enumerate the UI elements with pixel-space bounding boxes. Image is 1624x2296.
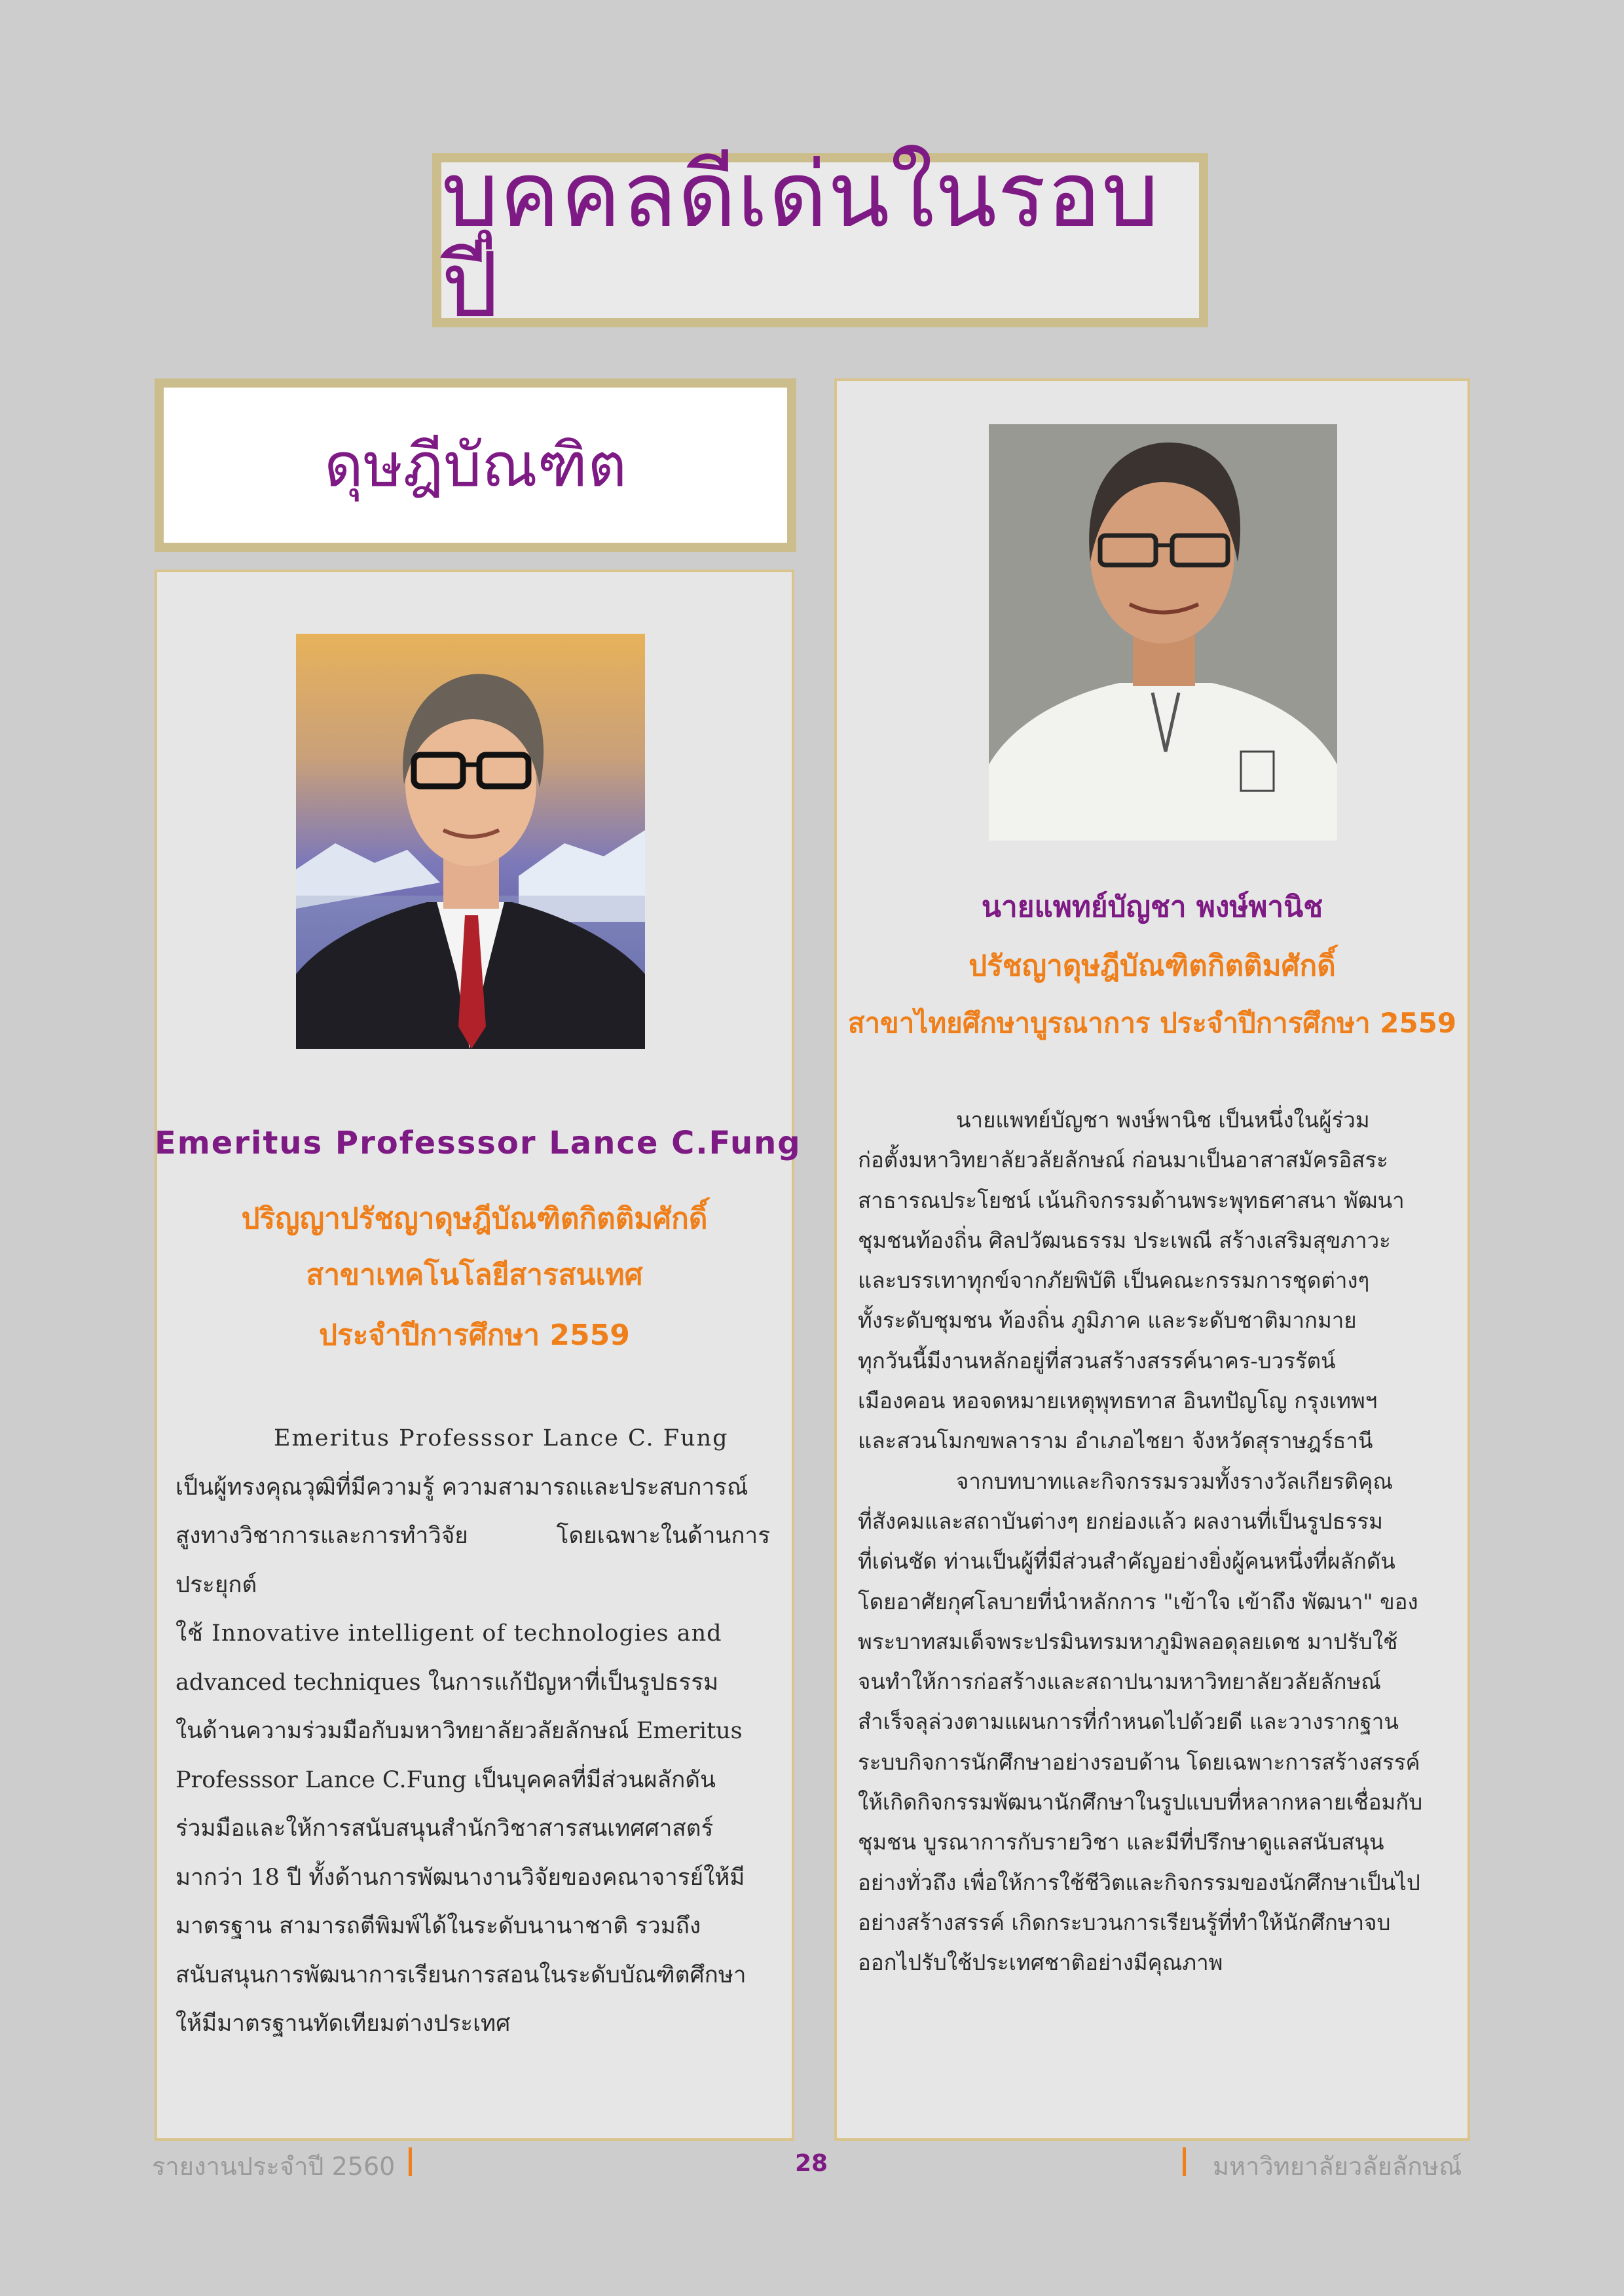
bio-line: สูงทางวิชาการและการทำวิจัย โดยเฉพาะในด้านการประยุกต์ xyxy=(175,1523,770,1598)
bio-line: พระบาทสมเด็จพระปรมินทรมหาภูมิพลอดุลยเดช มาปรับใช้ xyxy=(858,1628,1398,1654)
bio-line: สนับสนุนการพัฒนาการเรียนการสอนในระดับบัณฑิตศึกษา xyxy=(175,1961,747,1988)
page-title: บุคคลดีเด่นในรอบปี xyxy=(441,142,1160,338)
right-degree-line-2: สาขาไทยศึกษาบูรณาการ ประจำปีการศึกษา 2559 xyxy=(847,1007,1457,1039)
bio-line: โดยอาศัยกุศโลบายที่นำหลักการ "เข้าใจ เข้าถึง พัฒนา" ของ xyxy=(858,1588,1418,1614)
portrait-photo-right xyxy=(989,424,1337,841)
right-biography xyxy=(858,1100,1447,1983)
bio-line: ชุมชนท้องถิ่น ศิลปวัฒนธรรม ประเพณี สร้างเสริมสุขภาวะ xyxy=(858,1227,1391,1253)
bio-line: ให้เกิดกิจกรรมพัฒนานักศึกษาในรูปแบบที่หลากหลายเชื่อมกับ xyxy=(858,1789,1423,1815)
page-title-inner xyxy=(441,142,1199,338)
footer-university-name: มหาวิทยาลัยวลัยลักษณ์ xyxy=(1213,2152,1462,2181)
bio-line: สาธารณประโยชน์ เน้นกิจกรรมด้านพระพุทธศาสนา พัฒนา xyxy=(858,1187,1405,1213)
section-heading-inner xyxy=(164,388,787,543)
footer-divider-left xyxy=(409,2147,412,2176)
bio-line: ที่เด่นชัด ท่านเป็นผู้ที่มีส่วนสำคัญอย่างยิ่งผู้คนหนึ่งที่ผลักดัน xyxy=(858,1548,1395,1575)
bio-line: และบรรเทาทุกข์จากภัยพิบัติ เป็นคณะกรรมการชุดต่างๆ xyxy=(858,1267,1370,1294)
bio-line: ก่อตั้งมหาวิทยาลัยวลัยลักษณ์ ก่อนมาเป็นอาสาสมัครอิสระ xyxy=(858,1147,1388,1173)
bio-line: ออกไปรับใช้ประเทศชาติอย่างมีคุณภาพ xyxy=(858,1950,1223,1976)
bio-line: ที่สังคมและสถาบันต่างๆ ยกย่องแล้ว ผลงานที่เป็นรูปธรรม xyxy=(858,1508,1383,1534)
bio-line: advanced techniques ในการแก้ปัญหาที่เป็นรูปธรรม xyxy=(175,1669,719,1696)
bio-line: Professsor Lance C.Fung เป็นบุคคลที่มีส่วนผลักดัน xyxy=(175,1766,716,1793)
right-person-name: นายแพทย์บัญชา พงษ์พานิช xyxy=(981,890,1323,924)
bio-line: ทุกวันนี้มีงานหลักอยู่ที่สวนสร้างสรรค์นาคร-บวรรัตน์ xyxy=(858,1347,1336,1374)
bio-line: ทั้งระดับชุมชน ท้องถิ่น ภูมิภาค และระดับชาติมากมาย xyxy=(858,1307,1357,1334)
section-heading: ดุษฎีบัณฑิต xyxy=(323,429,627,500)
bio-line: ชุมชน บูรณาการกับรายวิชา และมีที่ปรึกษาดูแลสนับสนุน xyxy=(858,1829,1384,1855)
bio-line: จากบทบาทและกิจกรรมรวมทั้งรางวัลเกียรติคุณ xyxy=(956,1468,1393,1494)
portrait-image xyxy=(989,424,1337,841)
bio-line: Emeritus Professsor Lance C. Fung xyxy=(274,1425,729,1451)
bio-line: อย่างสร้างสรรค์ เกิดกระบวนการเรียนรู้ที่ทำให้นักศึกษาจบ xyxy=(858,1909,1391,1935)
page-number: 28 xyxy=(795,2150,828,2177)
bio-line: ในด้านความร่วมมือกับมหาวิทยาลัยวลัยลักษณ์ Emeritus xyxy=(175,1718,743,1744)
bio-line: อย่างทั่วถึง เพื่อให้การใช้ชีวิตและกิจกรรมของนักศึกษาเป็นไป xyxy=(858,1869,1420,1895)
left-biography xyxy=(175,1414,770,2049)
bio-line: ให้มีมาตรฐานทัดเทียมต่างประเทศ xyxy=(175,2011,511,2037)
portrait-image xyxy=(296,634,645,1049)
right-degree-line-1: ปรัชญาดุษฎีบัณฑิตกิตติมศักดิ์ xyxy=(969,949,1336,983)
left-person-name: Emeritus Professsor Lance C.Fung xyxy=(155,1125,802,1161)
bio-line: สำเร็จลุล่วงตามแผนการที่กำหนดไปด้วยดี และวางรากฐาน xyxy=(858,1709,1399,1735)
bio-line: จนทำให้การก่อสร้างและสถาปนามหาวิทยาลัยวลัยลักษณ์ xyxy=(858,1669,1381,1695)
footer-divider-right xyxy=(1183,2147,1186,2176)
left-degree-line-1: ปริญญาปรัชญาดุษฎีบัณฑิตกิตติมศักดิ์ xyxy=(241,1202,708,1235)
bio-line: เป็นผู้ทรงคุณวุฒิที่มีความรู้ ความสามารถและประสบการณ์ xyxy=(175,1474,748,1501)
bio-line: นายแพทย์บัญชา พงษ์พานิช เป็นหนึ่งในผู้ร่วม xyxy=(956,1107,1370,1133)
page-title-box xyxy=(432,142,1208,338)
footer-report-title: รายงานประจำปี 2560 xyxy=(152,2152,396,2181)
bio-line: มาตรฐาน สามารถตีพิมพ์ได้ในระดับนานาชาติ รวมถึง xyxy=(175,1913,701,1939)
bio-line: มากว่า 18 ปี ทั้งด้านการพัฒนางานวิจัยของคณาจารย์ให้มี xyxy=(175,1864,745,1891)
left-degree-line-3: ประจำปีการศึกษา 2559 xyxy=(319,1319,630,1352)
left-degree-line-2: สาขาเทคโนโลยีสารสนเทศ xyxy=(306,1258,643,1292)
section-heading-box xyxy=(155,378,796,552)
bio-line: ใช้ Innovative intelligent of technologies and xyxy=(175,1620,722,1647)
portrait-photo-left xyxy=(296,634,645,1049)
bio-line: ระบบกิจการนักศึกษาอย่างรอบด้าน โดยเฉพาะการสร้างสรรค์ xyxy=(858,1749,1420,1775)
bio-line: เมืองคอน หอจดหมายเหตุพุทธทาส อินทปัญโญ กรุงเทพฯ xyxy=(858,1388,1378,1414)
bio-line: และสวนโมกขพลาราม อำเภอไชยา จังหวัดสุราษฎร์ธานี xyxy=(858,1428,1373,1454)
bio-line: ร่วมมือและให้การสนับสนุนสำนักวิชาสารสนเทศศาสตร์ xyxy=(175,1815,714,1842)
